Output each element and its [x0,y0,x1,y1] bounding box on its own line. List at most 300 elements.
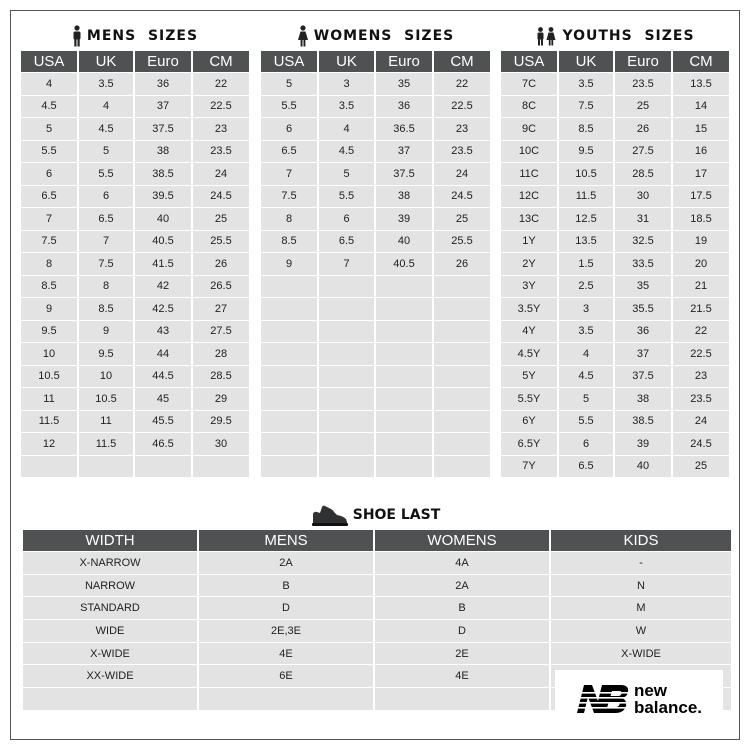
cell-uk: 5 [559,388,613,410]
cell-euro: 42 [135,276,191,298]
table-row [21,343,249,365]
cell-usa: 8C [501,96,557,118]
cell-euro: 45 [135,388,191,410]
cell-usa: 7C [501,73,557,95]
cell-usa: 6 [21,163,77,185]
table-row [501,186,729,208]
cell-euro [376,456,432,478]
table-row [23,643,731,665]
brand-line-new: new [633,680,668,700]
brand-line-balance: balance. [633,697,703,717]
cell-uk: 13.5 [559,231,613,253]
cell-euro [376,343,432,365]
table-row [21,388,249,410]
cell-usa [261,321,317,343]
cell-uk [319,298,374,320]
cell-cm: 14 [673,96,729,118]
cell-usa: 3Y [501,276,557,298]
cell-uk: 4.5 [79,118,133,140]
cell-uk: 6 [319,208,374,230]
col-header-uk: UK [79,51,133,72]
cell-cm [434,433,490,455]
cell-euro: 38.5 [135,163,191,185]
cell-usa: 7 [261,163,317,185]
cell-euro: 38 [615,388,671,410]
cell-cm: 22.5 [434,96,490,118]
table-row [261,141,490,163]
table-row [21,96,249,118]
cell-cm: 22.5 [193,96,249,118]
cell-uk: 5.5 [79,163,133,185]
cell-uk: 6 [79,186,133,208]
cell-uk: 4 [559,343,613,365]
cell-usa: 6 [261,118,317,140]
cell-cm: 17.5 [673,186,729,208]
cell-euro: 39 [376,208,432,230]
cell-uk [319,276,374,298]
cell-uk: 6.5 [559,456,613,478]
table-row [501,411,729,433]
cell-euro: 40 [376,231,432,253]
cell-euro: 38 [376,186,432,208]
cell-uk [79,456,133,478]
cell-usa: 9 [261,253,317,275]
table-row [23,575,731,597]
table-row [501,388,729,410]
cell-cm: 26 [434,253,490,275]
cell-cm [434,456,490,478]
col-header-usa: USA [501,51,557,72]
cell-euro: 37.5 [615,366,671,388]
table-row [21,73,249,95]
cell-euro: 35 [376,73,432,95]
cell-usa: 6Y [501,411,557,433]
cell-uk [319,411,374,433]
cell-usa: 3.5Y [501,298,557,320]
cell-uk: 5.5 [559,411,613,433]
cell-cm: 15 [673,118,729,140]
cell-euro [376,321,432,343]
cell-cm: 25 [434,208,490,230]
table-row [21,456,249,478]
table-row [261,411,490,433]
youths-sizes-label: YOUTHS SIZES [562,28,695,44]
cell-usa [261,343,317,365]
cell-uk: 4.5 [559,366,613,388]
cell-euro: 42.5 [135,298,191,320]
shoe-last-header-row [23,530,731,551]
cell-width: XX-WIDE [23,665,197,687]
cell-usa [261,298,317,320]
table-row [501,343,729,365]
table-row [21,163,249,185]
table-row [261,298,490,320]
table-row [501,73,729,95]
cell-cm: 27.5 [193,321,249,343]
cell-cm: 27 [193,298,249,320]
woman-icon [297,25,309,47]
cell-usa: 7.5 [261,186,317,208]
cell-cm: 26 [193,253,249,275]
col-header-womens: WOMENS [375,530,549,551]
cell-euro [135,456,191,478]
col-header-uk: UK [319,51,374,72]
cell-uk: 3 [559,298,613,320]
cell-uk: 8 [79,276,133,298]
cell-cm: 22 [193,73,249,95]
womens-table-body [261,73,490,477]
cell-mens: B [199,575,373,597]
cell-width [23,688,197,710]
mens-header-row [21,51,249,72]
cell-kids: W [551,620,731,642]
cell-uk: 3.5 [559,73,613,95]
table-row [21,253,249,275]
col-header-cm: CM [673,51,729,72]
cell-cm: 25.5 [434,231,490,253]
cell-uk: 3.5 [79,73,133,95]
cell-usa: 6.5 [21,186,77,208]
cell-usa: 6.5Y [501,433,557,455]
table-row [261,433,490,455]
cell-cm: 24.5 [434,186,490,208]
cell-uk [319,366,374,388]
cell-usa: 5Y [501,366,557,388]
table-row [261,366,490,388]
table-row [21,231,249,253]
table-row [261,186,490,208]
table-row [21,411,249,433]
table-row [261,163,490,185]
cell-mens [199,688,373,710]
cell-cm: 29 [193,388,249,410]
cell-cm: 23 [673,366,729,388]
cell-euro: 28.5 [615,163,671,185]
cell-usa: 4 [21,73,77,95]
cell-usa: 8.5 [21,276,77,298]
cell-usa: 5.5 [261,96,317,118]
cell-cm [434,276,490,298]
cell-euro: 40 [135,208,191,230]
cell-usa [261,411,317,433]
cell-euro [376,411,432,433]
cell-cm [193,456,249,478]
cell-usa: 10 [21,343,77,365]
table-row [23,552,731,574]
cell-usa: 5 [21,118,77,140]
cell-usa: 4.5Y [501,343,557,365]
cell-uk: 4 [79,96,133,118]
cell-cm [434,298,490,320]
cell-usa: 4.5 [21,96,77,118]
cell-usa: 5.5Y [501,388,557,410]
cell-euro: 25 [615,96,671,118]
cell-euro: 33.5 [615,253,671,275]
cell-uk: 7.5 [559,96,613,118]
cell-uk: 3.5 [559,321,613,343]
cell-cm: 26.5 [193,276,249,298]
cell-cm: 22 [434,73,490,95]
cell-euro: 44 [135,343,191,365]
table-row [501,366,729,388]
col-header-euro: Euro [135,51,191,72]
col-header-cm: CM [193,51,249,72]
cell-euro: 35 [615,276,671,298]
cell-euro [376,388,432,410]
table-row [261,388,490,410]
cell-uk: 5.5 [319,186,374,208]
cell-uk [319,433,374,455]
cell-usa: 8 [261,208,317,230]
cell-uk: 6.5 [79,208,133,230]
cell-womens: 4E [375,665,549,687]
cell-womens: 2A [375,575,549,597]
table-row [501,141,729,163]
cell-euro: 40 [615,456,671,478]
table-row [261,118,490,140]
cell-uk: 12.5 [559,208,613,230]
cell-euro: 38 [135,141,191,163]
cell-cm [434,388,490,410]
table-row [501,208,729,230]
cell-usa [261,366,317,388]
shoe-last-label: SHOE LAST [352,507,441,523]
col-header-euro: Euro [376,51,432,72]
cell-euro [376,298,432,320]
cell-cm: 23.5 [673,388,729,410]
cell-usa: 10C [501,141,557,163]
cell-uk: 10.5 [79,388,133,410]
cell-kids: - [551,552,731,574]
cell-euro: 40.5 [376,253,432,275]
cell-usa: 2Y [501,253,557,275]
cell-euro: 35.5 [615,298,671,320]
cell-cm: 28.5 [193,366,249,388]
cell-uk: 3 [319,73,374,95]
table-row [501,276,729,298]
cell-uk: 11.5 [559,186,613,208]
table-row [261,96,490,118]
cell-uk: 10 [79,366,133,388]
cell-euro: 31 [615,208,671,230]
shoe-last-title [300,502,450,528]
cell-uk: 7 [319,253,374,275]
cell-usa [261,456,317,478]
cell-uk: 2.5 [559,276,613,298]
cell-euro: 45.5 [135,411,191,433]
mens-size-table [19,50,251,478]
cell-width: NARROW [23,575,197,597]
youths-sizes-title [501,24,729,48]
womens-sizes-label: WOMENS SIZES [313,28,455,44]
col-header-width: WIDTH [23,530,197,551]
cell-usa: 13C [501,208,557,230]
cell-usa [261,388,317,410]
cell-uk: 7.5 [79,253,133,275]
cell-usa: 8.5 [261,231,317,253]
cell-cm: 24.5 [673,433,729,455]
cell-uk: 9.5 [559,141,613,163]
table-row [21,118,249,140]
cell-euro: 36 [376,96,432,118]
cell-uk: 5 [319,163,374,185]
cell-usa: 6.5 [261,141,317,163]
col-header-usa: USA [21,51,77,72]
children-icon [535,26,557,46]
shoe-icon [310,504,348,526]
cell-cm: 18.5 [673,208,729,230]
cell-mens: 6E [199,665,373,687]
table-row [261,276,490,298]
youths-table-body [501,73,729,477]
cell-cm: 23.5 [193,141,249,163]
table-row [501,118,729,140]
cell-usa: 5 [261,73,317,95]
cell-euro: 30 [615,186,671,208]
cell-cm: 24 [434,163,490,185]
cell-womens: 4A [375,552,549,574]
cell-euro: 23.5 [615,73,671,95]
cell-cm: 30 [193,433,249,455]
cell-womens: 2E [375,643,549,665]
cell-uk: 10.5 [559,163,613,185]
cell-uk: 11 [79,411,133,433]
cell-width: X-WIDE [23,643,197,665]
cell-usa: 7 [21,208,77,230]
col-header-usa: USA [261,51,317,72]
cell-usa: 10.5 [21,366,77,388]
table-row [501,456,729,478]
cell-uk: 7 [79,231,133,253]
table-row [261,456,490,478]
cell-euro: 36.5 [376,118,432,140]
cell-euro: 37.5 [376,163,432,185]
table-row [261,231,490,253]
cell-cm: 25 [193,208,249,230]
cell-width: X-NARROW [23,552,197,574]
cell-usa [21,456,77,478]
cell-uk: 6.5 [319,231,374,253]
cell-usa: 1Y [501,231,557,253]
cell-euro: 43 [135,321,191,343]
cell-cm: 25 [673,456,729,478]
cell-uk: 9 [79,321,133,343]
cell-cm: 25.5 [193,231,249,253]
table-row [21,276,249,298]
cell-usa: 9C [501,118,557,140]
cell-width: STANDARD [23,597,197,619]
cell-womens [375,688,549,710]
cell-uk: 4 [319,118,374,140]
cell-cm [434,366,490,388]
table-row [21,298,249,320]
cell-usa: 12 [21,433,77,455]
cell-euro: 37.5 [135,118,191,140]
cell-cm: 23.5 [434,141,490,163]
table-row [261,73,490,95]
table-row [501,231,729,253]
cell-cm [434,343,490,365]
youths-header-row [501,51,729,72]
womens-sizes-title [261,24,490,48]
cell-euro: 46.5 [135,433,191,455]
table-row [501,298,729,320]
cell-euro [376,366,432,388]
col-header-cm: CM [434,51,490,72]
cell-uk [319,321,374,343]
cell-cm: 21.5 [673,298,729,320]
cell-euro: 36 [135,73,191,95]
cell-cm [434,321,490,343]
cell-cm: 24 [673,411,729,433]
cell-euro: 39 [615,433,671,455]
cell-euro: 39.5 [135,186,191,208]
col-header-kids: KIDS [551,530,731,551]
cell-usa: 5.5 [21,141,77,163]
table-row [21,141,249,163]
table-row [501,321,729,343]
cell-cm: 22 [673,321,729,343]
cell-cm [434,411,490,433]
cell-uk [319,456,374,478]
cell-cm: 28 [193,343,249,365]
youths-size-table [499,50,731,478]
cell-usa: 9.5 [21,321,77,343]
cell-cm: 29.5 [193,411,249,433]
cell-usa [261,276,317,298]
cell-euro: 32.5 [615,231,671,253]
cell-euro: 37 [615,343,671,365]
cell-kids: X-WIDE [551,643,731,665]
cell-euro: 40.5 [135,231,191,253]
cell-uk: 1.5 [559,253,613,275]
cell-euro: 37 [376,141,432,163]
col-header-euro: Euro [615,51,671,72]
cell-cm: 20 [673,253,729,275]
cell-uk: 8.5 [559,118,613,140]
table-row [21,321,249,343]
cell-womens: B [375,597,549,619]
cell-euro: 41.5 [135,253,191,275]
cell-womens: D [375,620,549,642]
cell-usa: 9 [21,298,77,320]
cell-cm: 13.5 [673,73,729,95]
cell-uk: 11.5 [79,433,133,455]
cell-cm: 23 [434,118,490,140]
cell-usa: 7.5 [21,231,77,253]
table-row [23,597,731,619]
cell-uk: 6 [559,433,613,455]
cell-cm: 19 [673,231,729,253]
man-icon [72,25,82,47]
table-row [501,96,729,118]
cell-euro: 44.5 [135,366,191,388]
table-row [501,433,729,455]
table-row [501,253,729,275]
cell-cm: 16 [673,141,729,163]
cell-mens: 2E,3E [199,620,373,642]
table-row [501,163,729,185]
cell-kids: N [551,575,731,597]
cell-euro: 38.5 [615,411,671,433]
table-row [261,321,490,343]
cell-euro: 26 [615,118,671,140]
table-row [261,208,490,230]
table-row [21,186,249,208]
col-header-mens: MENS [199,530,373,551]
mens-sizes-title [21,24,249,48]
cell-uk: 5 [79,141,133,163]
